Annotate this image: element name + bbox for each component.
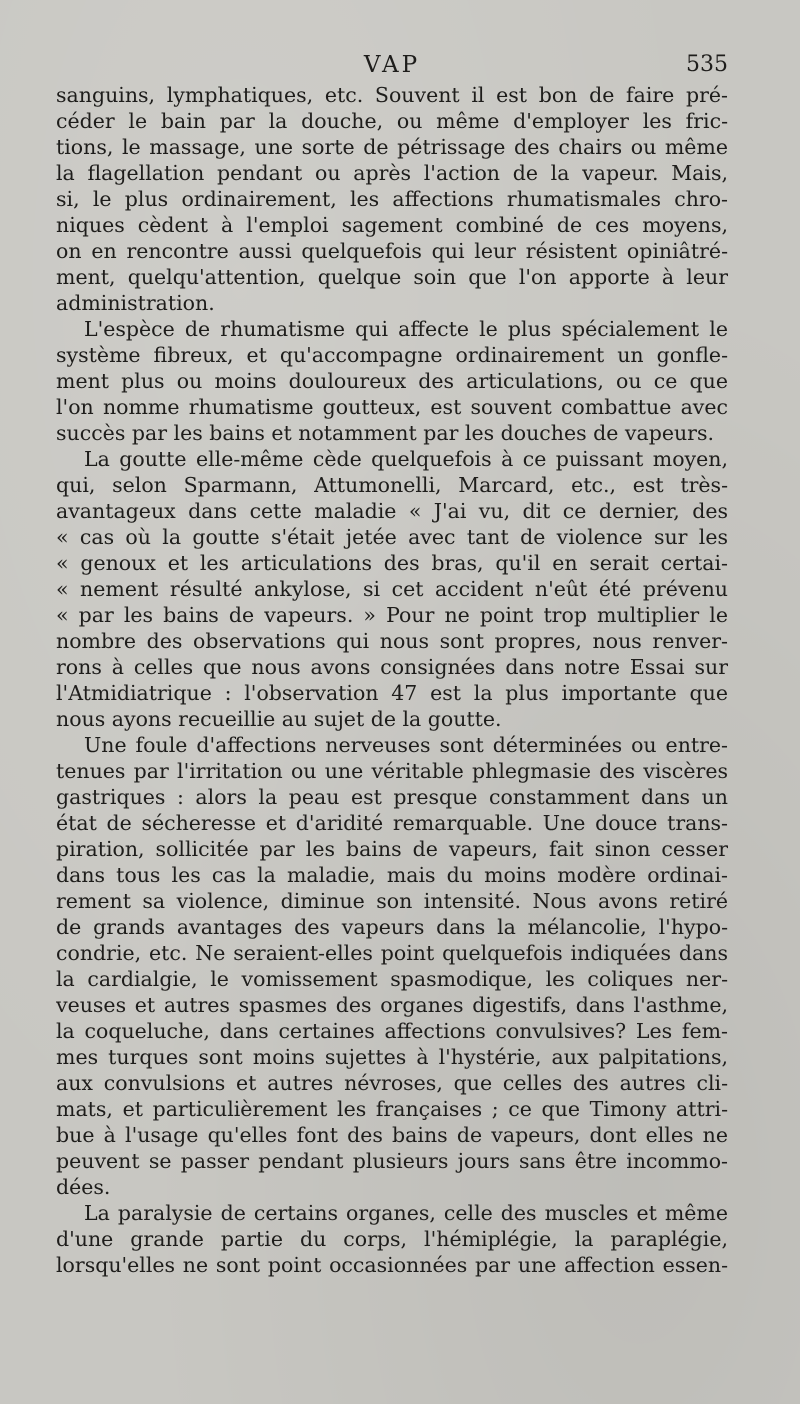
text-line: l'on nomme rhumatisme goutteux, est souvent combattue avec <box>56 395 728 419</box>
text-line: ment plus ou moins douloureux des articulations, ou ce que <box>56 369 728 393</box>
text-line: rons à celles que nous avons consignées dans notre Essai sur <box>56 655 728 679</box>
text-line: « cas où la goutte s'était jetée avec tant de violence sur les <box>56 525 728 549</box>
text-line: tenues par l'irritation ou une véritable phlegmasie des viscères <box>56 759 728 783</box>
text-line: nombre des observations qui nous sont propres, nous renver- <box>56 629 728 653</box>
text-line: la cardialgie, le vomissement spasmodique, les coliques ner- <box>56 967 728 991</box>
text-line: piration, sollicitée par les bains de vapeurs, fait sinon cesser <box>56 837 728 861</box>
text-line: dans tous les cas la maladie, mais du moins modère ordinai- <box>56 863 728 887</box>
text-line: administration. <box>56 291 215 315</box>
text-line: ment, quelqu'attention, quelque soin que l'on apporte à leur <box>56 265 728 289</box>
text-line: gastriques : alors la peau est presque constamment dans un <box>56 785 728 809</box>
text-line: rement sa violence, diminue son intensité. Nous avons retiré <box>56 889 728 913</box>
page-header <box>56 52 728 82</box>
text-line: mats, et particulièrement les françaises ; ce que Timony attri- <box>56 1097 728 1121</box>
text-line: état de sécheresse et d'aridité remarquable. Une douce trans- <box>56 811 728 835</box>
text-line: qui, selon Sparmann, Attumonelli, Marcard, etc., est très- <box>56 473 728 497</box>
text-line: Une foule d'affections nerveuses sont déterminées ou entre- <box>84 733 728 757</box>
text-line: succès par les bains et notamment par les douches de vapeurs. <box>56 421 715 445</box>
text-line: « genoux et les articulations des bras, qu'il en serait certai- <box>56 551 728 575</box>
text-line: « par les bains de vapeurs. » Pour ne point trop multiplier le <box>56 603 728 627</box>
body-text <box>56 82 728 1278</box>
text-line: si, le plus ordinairement, les affections rhumatismales chro- <box>56 187 728 211</box>
text-line: L'espèce de rhumatisme qui affecte le plus spécialement le <box>84 317 728 341</box>
text-line: aux convulsions et autres névroses, que celles des autres cli- <box>56 1071 728 1095</box>
text-line: niques cèdent à l'emploi sagement combiné de ces moyens, <box>56 213 728 237</box>
running-head: VAP <box>363 52 421 78</box>
text-line: système fibreux, et qu'accompagne ordinairement un gonfle- <box>56 343 728 367</box>
text-line: céder le bain par la douche, ou même d'employer les fric- <box>56 109 728 133</box>
text-line: condrie, etc. Ne seraient-elles point quelquefois indiquées dans <box>56 941 728 965</box>
text-line: La goutte elle-même cède quelquefois à ce puissant moyen, <box>84 447 728 471</box>
text-line: de grands avantages des vapeurs dans la mélancolie, l'hypo- <box>56 915 728 939</box>
page-number: 535 <box>686 52 728 77</box>
text-line: sanguins, lymphatiques, etc. Souvent il est bon de faire pré- <box>56 83 728 107</box>
text-line: la flagellation pendant ou après l'action de la vapeur. Mais, <box>56 161 728 185</box>
text-line: veuses et autres spasmes des organes digestifs, dans l'asthme, <box>56 993 728 1017</box>
text-line: peuvent se passer pendant plusieurs jours sans être incommo- <box>56 1149 728 1173</box>
text-line: tions, le massage, une sorte de pétrissage des chairs ou même <box>56 135 728 159</box>
text-line: dées. <box>56 1175 111 1199</box>
text-line: bue à l'usage qu'elles font des bains de vapeurs, dont elles ne <box>56 1123 728 1147</box>
text-line: d'une grande partie du corps, l'hémiplégie, la paraplégie, <box>56 1227 728 1251</box>
text-line: nous ayons recueillie au sujet de la goutte. <box>56 707 502 731</box>
text-line: avantageux dans cette maladie « J'ai vu, dit ce dernier, des <box>56 499 728 523</box>
text-line: mes turques sont moins sujettes à l'hystérie, aux palpitations, <box>56 1045 728 1069</box>
text-line: l'Atmidiatrique : l'observation 47 est la plus importante que <box>56 681 728 705</box>
text-line: La paralysie de certains organes, celle des muscles et même <box>84 1201 728 1225</box>
text-line: lorsqu'elles ne sont point occasionnées par une affection essen- <box>56 1253 728 1277</box>
text-line: on en rencontre aussi quelquefois qui leur résistent opiniâtré- <box>56 239 728 263</box>
text-line: « nement résulté ankylose, si cet accident n'eût été prévenu <box>56 577 728 601</box>
text-line: la coqueluche, dans certaines affections convulsives? Les fem- <box>56 1019 728 1043</box>
